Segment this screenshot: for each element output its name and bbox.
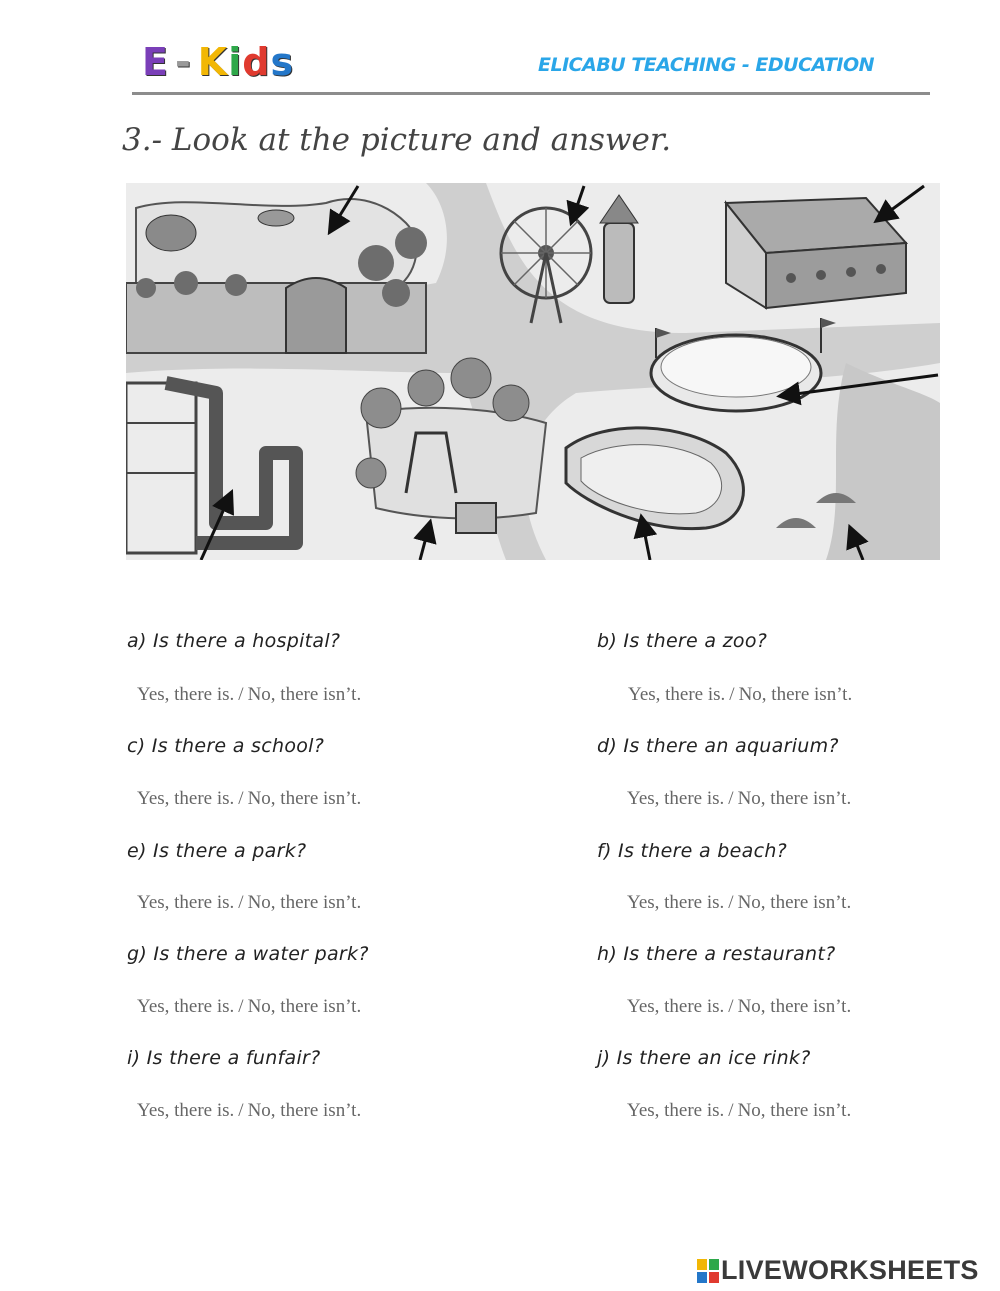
answer-no-option[interactable]: No, there isn’t. — [737, 996, 852, 1017]
answer-options-j[interactable]: Yes, there is. / No, there isn’t. — [627, 1100, 852, 1121]
logo-dash: - — [174, 40, 192, 84]
answer-options-h[interactable]: Yes, there is. / No, there isn’t. — [627, 996, 852, 1017]
answer-options-f[interactable]: Yes, there is. / No, there isn’t. — [627, 892, 852, 913]
answer-options-d[interactable]: Yes, there is. / No, there isn’t. — [627, 788, 852, 809]
aquarium-area — [726, 198, 906, 308]
answer-no-option[interactable]: No, there isn’t. — [737, 892, 852, 913]
answer-no-option[interactable]: No, there isn’t. — [247, 1100, 362, 1121]
answer-no-option[interactable]: No, there isn’t. — [738, 684, 853, 705]
liveworksheets-footer — [697, 1255, 979, 1285]
answer-no-option[interactable]: No, there isn’t. — [737, 1100, 852, 1121]
answer-yes-option[interactable]: Yes, there is. — [628, 684, 726, 705]
answer-yes-option[interactable]: Yes, there is. — [137, 1100, 235, 1121]
e-kids-logo — [142, 40, 294, 84]
answer-yes-option[interactable]: Yes, there is. — [627, 1100, 725, 1121]
zoo-area — [126, 199, 427, 353]
answer-options-e[interactable]: Yes, there is. / No, there isn’t. — [137, 892, 362, 913]
answer-no-option[interactable]: No, there isn’t. — [247, 788, 362, 809]
answer-yes-option[interactable]: Yes, there is. — [137, 684, 235, 705]
liveworksheets-wordmark: LIVEWORKSHEETS — [721, 1255, 979, 1285]
answer-no-option[interactable]: No, there isn’t. — [247, 892, 362, 913]
answer-no-option[interactable]: No, there isn’t. — [247, 684, 362, 705]
liveworksheets-logo-icon — [697, 1259, 719, 1283]
question-g: g) Is there a water park? — [127, 943, 369, 965]
answer-options-c[interactable]: Yes, there is. / No, there isn’t. — [137, 788, 362, 809]
question-i: i) Is there a funfair? — [127, 1047, 321, 1069]
question-e: e) Is there a park? — [127, 840, 307, 862]
question-b: b) Is there a zoo? — [597, 630, 768, 652]
logo-letter-k: K — [197, 40, 229, 84]
answer-yes-option[interactable]: Yes, there is. — [627, 788, 725, 809]
logo-letter-s: s — [270, 40, 295, 84]
answer-yes-option[interactable]: Yes, there is. — [137, 892, 235, 913]
question-d: d) Is there an aquarium? — [597, 735, 839, 757]
brand-title: ELICABU TEACHING - EDUCATION — [538, 54, 875, 76]
answer-options-g[interactable]: Yes, there is. / No, there isn’t. — [137, 996, 362, 1017]
answer-yes-option[interactable]: Yes, there is. — [137, 788, 235, 809]
answer-options-b[interactable]: Yes, there is. / No, there isn’t. — [628, 684, 853, 705]
answer-no-option[interactable]: No, there isn’t. — [737, 788, 852, 809]
question-h: h) Is there a restaurant? — [597, 943, 836, 965]
town-illustration — [126, 183, 940, 560]
town-picture — [126, 183, 940, 560]
question-f: f) Is there a beach? — [597, 840, 788, 862]
logo-letter-i: i — [228, 40, 243, 84]
answer-no-option[interactable]: No, there isn’t. — [247, 996, 362, 1017]
instruction-heading: 3.- Look at the picture and answer. — [122, 122, 672, 158]
question-j: j) Is there an ice rink? — [597, 1047, 811, 1069]
logo-letter-d: d — [242, 40, 271, 84]
answer-yes-option[interactable]: Yes, there is. — [627, 892, 725, 913]
question-a: a) Is there a hospital? — [127, 630, 341, 652]
answer-options-a[interactable]: Yes, there is. / No, there isn’t. — [137, 684, 362, 705]
answer-yes-option[interactable]: Yes, there is. — [137, 996, 235, 1017]
answer-yes-option[interactable]: Yes, there is. — [627, 996, 725, 1017]
answer-options-i[interactable]: Yes, there is. / No, there isn’t. — [137, 1100, 362, 1121]
header-divider — [132, 92, 930, 95]
question-c: c) Is there a school? — [127, 735, 325, 757]
logo-letter-e: E — [142, 40, 169, 84]
